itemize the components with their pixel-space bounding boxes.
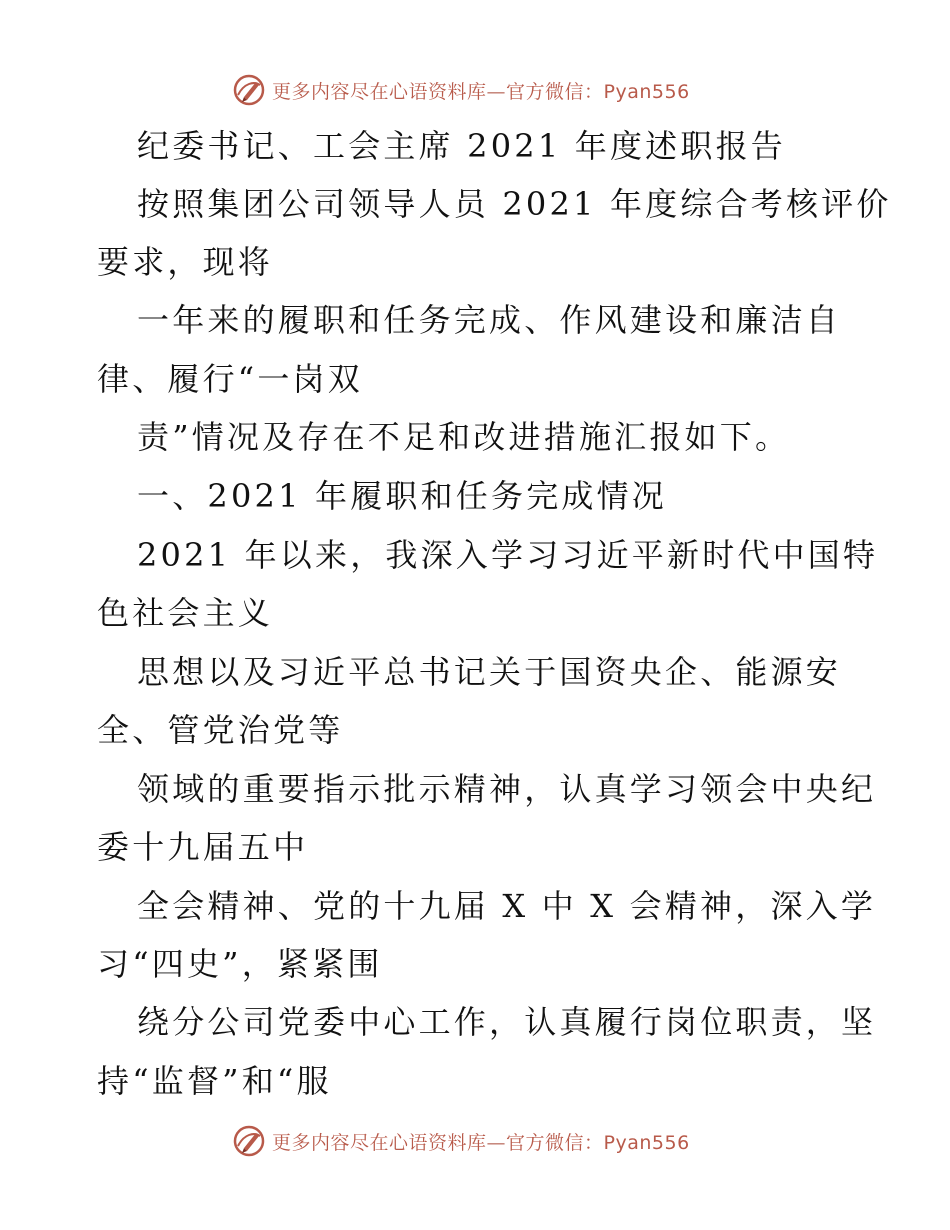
- watermark-official: 官方微信：: [506, 1131, 604, 1154]
- paragraph-line: 绕分公司党委中心工作，认真履行岗位职责，坚: [137, 1003, 877, 1041]
- pen-logo-icon: [232, 73, 266, 107]
- paragraph-line: 责”情况及存在不足和改进措施汇报如下。: [137, 418, 791, 456]
- watermark-account: Pyan556: [603, 1131, 690, 1154]
- paragraph-line: 思想以及习近平总书记关于国资央企、能源安: [137, 653, 842, 691]
- paragraph-line: 委十九届五中: [97, 828, 309, 866]
- watermark-footer: [232, 1121, 690, 1161]
- paragraph-line: 领域的重要指示批示精神，认真学习领会中央纪: [137, 770, 877, 808]
- paragraph-line: 习“四史”，紧紧围: [97, 945, 383, 983]
- watermark-main: 更多内容尽在心语资料库: [272, 80, 487, 103]
- watermark-official: 官方微信：: [506, 80, 604, 103]
- watermark-text: [272, 1128, 690, 1155]
- section-heading: 一、2021 年履职和任务完成情况: [137, 477, 668, 515]
- watermark-dash: —: [486, 1131, 507, 1154]
- paragraph-line: 全会精神、党的十九届 X 中 X 会精神，深入学: [137, 887, 877, 925]
- paragraph-line: 按照集团公司领导人员 2021 年度综合考核评价: [137, 185, 892, 223]
- paragraph-line: 要求，现将: [97, 243, 274, 281]
- paragraph-line: 持“监督”和“服: [97, 1062, 332, 1100]
- watermark-main: 更多内容尽在心语资料库: [272, 1131, 487, 1154]
- document-title: 纪委书记、工会主席 2021 年度述职报告: [137, 127, 786, 165]
- paragraph-line: 全、管党治党等: [97, 711, 344, 749]
- paragraph-line: 一年来的履职和任务完成、作风建设和廉洁自: [137, 301, 842, 339]
- paragraph-line: 律、履行“一岗双: [97, 360, 363, 398]
- watermark-header: [232, 70, 690, 110]
- watermark-dash: —: [486, 80, 507, 103]
- watermark-text: [272, 77, 690, 104]
- watermark-account: Pyan556: [603, 80, 690, 103]
- pen-logo-icon: [232, 1124, 266, 1158]
- paragraph-line: 色社会主义: [97, 594, 274, 632]
- paragraph-line: 2021 年以来，我深入学习习近平新时代中国特: [137, 536, 879, 574]
